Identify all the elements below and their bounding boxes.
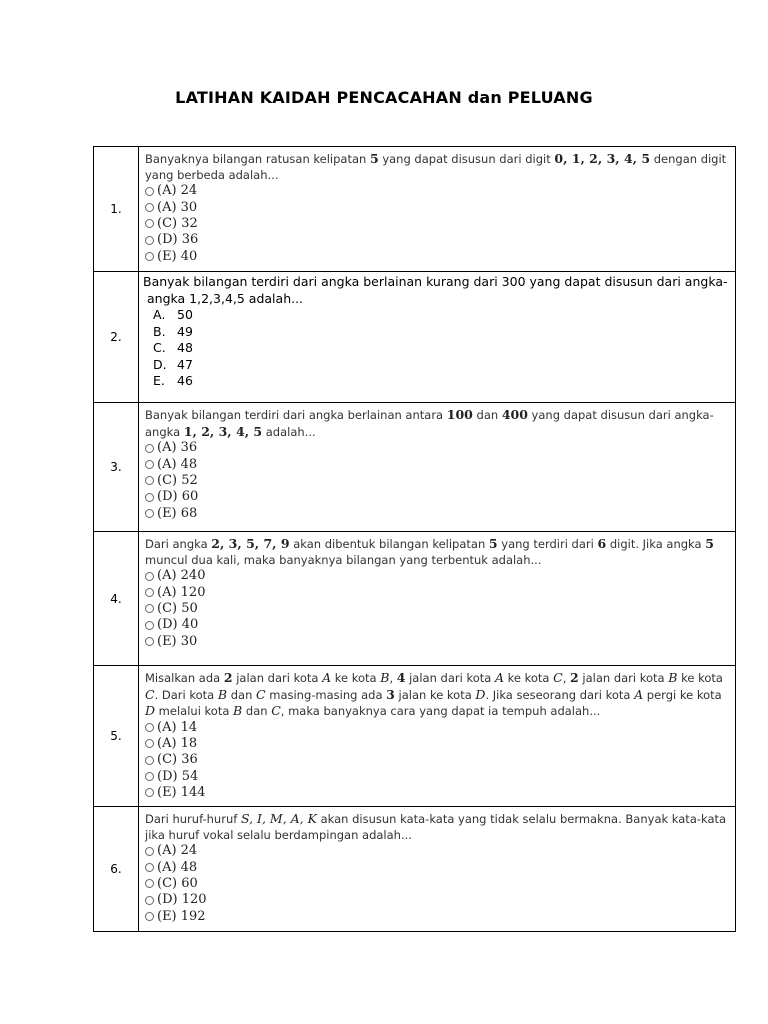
radio-icon[interactable] (145, 444, 154, 453)
radio-icon[interactable] (145, 863, 154, 872)
answer-option[interactable]: (E) 192 (145, 908, 729, 924)
answer-option: D. 47 (153, 356, 193, 372)
answer-option[interactable]: (A) 14 (145, 720, 729, 736)
answer-option[interactable]: (C) 32 (145, 216, 729, 232)
radio-icon[interactable] (145, 493, 154, 502)
question-stem: Banyak bilangan terdiri dari angka berlainan antara 100 dan 400 yang dapat disusun dari angka-angka 1, 2, 3, 4, 5 adalah... (145, 407, 714, 439)
answer-option[interactable]: (A) 18 (145, 736, 729, 752)
question-row-2 (94, 272, 736, 403)
answer-option[interactable]: (A) 24 (145, 843, 729, 859)
answer-option[interactable]: (E) 68 (145, 505, 729, 521)
radio-icon[interactable] (145, 588, 154, 597)
radio-icon[interactable] (145, 621, 154, 630)
question-number: 6. (94, 807, 139, 932)
question-body (139, 147, 735, 268)
question-row-3 (94, 403, 736, 532)
answer-option[interactable]: (C) 60 (145, 876, 729, 892)
answer-option[interactable]: (E) 30 (145, 633, 729, 649)
answer-option[interactable]: (A) 36 (145, 440, 729, 456)
answer-option[interactable]: (D) 120 (145, 892, 729, 908)
question-row-4 (94, 532, 736, 666)
question-number: 3. (94, 403, 139, 532)
question-stem: Banyak bilangan terdiri dari angka berlainan kurang dari 300 yang dapat disusun dari angka- (143, 274, 728, 289)
answer-option: B. 49 (153, 323, 193, 339)
radio-icon[interactable] (145, 756, 154, 765)
question-body (139, 666, 735, 805)
radio-icon[interactable] (145, 604, 154, 613)
answer-option[interactable]: (D) 36 (145, 232, 729, 248)
radio-icon[interactable] (145, 236, 154, 245)
question-number: 1. (94, 147, 139, 272)
radio-icon[interactable] (145, 896, 154, 905)
answer-option: A. 50 (153, 307, 193, 322)
question-stem: Dari huruf-huruf S, I, M, A, K akan disusun kata-kata yang tidak selalu bermakna. Banyak kata-kata jika huruf vokal selalu berdampingan adalah... (145, 811, 727, 842)
answer-option: C. 48 (153, 340, 193, 355)
answer-option[interactable]: (C) 36 (145, 752, 729, 768)
answer-option[interactable]: (A) 48 (145, 456, 729, 472)
answer-option[interactable]: (A) 30 (145, 199, 729, 215)
question-body (139, 403, 735, 525)
radio-icon[interactable] (145, 476, 154, 485)
radio-icon[interactable] (145, 723, 154, 732)
radio-icon[interactable] (145, 788, 154, 797)
radio-icon[interactable] (145, 912, 154, 921)
answer-option[interactable]: (E) 40 (145, 248, 729, 264)
radio-icon[interactable] (145, 572, 154, 581)
radio-icon[interactable] (145, 203, 154, 212)
document-title: LATIHAN KAIDAH PENCACAHAN dan PELUANG (175, 88, 593, 107)
question-number: 4. (94, 532, 139, 666)
radio-icon[interactable] (145, 637, 154, 646)
answer-option[interactable]: (A) 24 (145, 183, 729, 199)
question-row-6 (94, 807, 736, 932)
question-body (139, 532, 735, 653)
question-row-1 (94, 147, 736, 272)
question-body (139, 272, 735, 392)
question-stem: Misalkan ada 2 jalan dari kota A ke kota B, 4 jalan dari kota A ke kota C, 2 jalan dari kota B ke kota C. Dari kota B dan C masing-masing ada 3 jalan ke kota D. Jika seseorang dari kota A pergi ke kota D melalui kota B dan C, maka banyaknya cara yang dapat ia tempuh adalah... (145, 670, 723, 718)
answer-option[interactable]: (D) 60 (145, 489, 729, 505)
radio-icon[interactable] (145, 772, 154, 781)
answer-option[interactable]: (A) 240 (145, 568, 729, 584)
question-stem-continued: angka 1,2,3,4,5 adalah... (147, 290, 304, 306)
radio-icon[interactable] (145, 879, 154, 888)
answer-option[interactable]: (A) 48 (145, 859, 729, 875)
radio-icon[interactable] (145, 460, 154, 469)
answer-option[interactable]: (C) 52 (145, 473, 729, 489)
questions-table (93, 146, 736, 932)
answer-option[interactable]: (E) 144 (145, 785, 729, 801)
radio-icon[interactable] (145, 187, 154, 196)
radio-icon[interactable] (145, 252, 154, 261)
question-stem: Banyaknya bilangan ratusan kelipatan 5 yang dapat disusun dari digit 0, 1, 2, 3, 4, 5 dengan digit yang berbeda adalah... (145, 151, 727, 182)
radio-icon[interactable] (145, 509, 154, 518)
question-body (139, 807, 735, 928)
answer-option[interactable]: (C) 50 (145, 601, 729, 617)
radio-icon[interactable] (145, 219, 154, 228)
question-number: 2. (94, 272, 139, 403)
answer-option[interactable]: (D) 54 (145, 768, 729, 784)
answer-option: E. 46 (153, 373, 193, 388)
answer-option[interactable]: (D) 40 (145, 617, 729, 633)
question-number: 5. (94, 666, 139, 807)
radio-icon[interactable] (145, 847, 154, 856)
answer-option[interactable]: (A) 120 (145, 584, 729, 600)
question-stem: Dari angka 2, 3, 5, 7, 9 akan dibentuk bilangan kelipatan 5 yang terdiri dari 6 digit. Jika angka 5 muncul dua kali, maka banyaknya bilangan yang terbentuk adalah... (145, 536, 714, 567)
radio-icon[interactable] (145, 739, 154, 748)
question-row-5 (94, 666, 736, 807)
